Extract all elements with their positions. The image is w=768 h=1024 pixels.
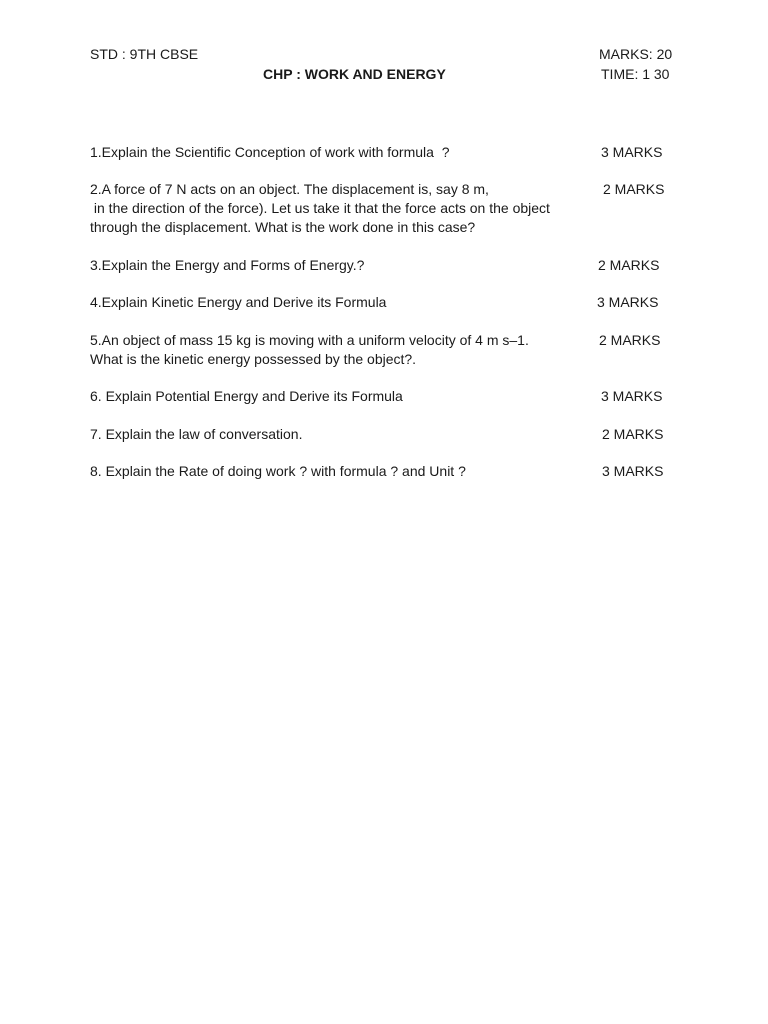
question-text: 2.A force of 7 N acts on an object. The displacement is, say 8 m, bbox=[90, 181, 489, 197]
total-marks-label: MARKS: 20 bbox=[599, 46, 673, 62]
question-marks: 3 MARKS bbox=[601, 144, 663, 160]
question-text: 8. Explain the Rate of doing work ? with formula ? and Unit ? bbox=[90, 463, 466, 479]
question-text: 6. Explain Potential Energy and Derive its Formula bbox=[90, 388, 403, 404]
time-label: TIME: 1 30 bbox=[601, 66, 670, 82]
question-marks: 3 MARKS bbox=[601, 388, 663, 404]
question-marks: 3 MARKS bbox=[597, 294, 659, 310]
question-text: 3.Explain the Energy and Forms of Energy.? bbox=[90, 257, 365, 273]
question-text: 1.Explain the Scientific Conception of work with formula ? bbox=[90, 144, 450, 160]
question-text: in the direction of the force). Let us take it that the force acts on the object bbox=[90, 200, 550, 216]
question-marks: 2 MARKS bbox=[602, 426, 664, 442]
chapter-title: CHP : WORK AND ENERGY bbox=[263, 66, 446, 82]
question-marks: 2 MARKS bbox=[599, 332, 661, 348]
standard-label: STD : 9TH CBSE bbox=[90, 46, 199, 62]
question-marks: 2 MARKS bbox=[603, 181, 665, 197]
question-text: 7. Explain the law of conversation. bbox=[90, 426, 303, 442]
question-marks: 2 MARKS bbox=[598, 257, 660, 273]
question-text: 5.An object of mass 15 kg is moving with a uniform velocity of 4 m s–1. bbox=[90, 332, 529, 348]
question-marks: 3 MARKS bbox=[602, 463, 664, 479]
question-text: What is the kinetic energy possessed by the object?. bbox=[90, 351, 417, 367]
question-text: 4.Explain Kinetic Energy and Derive its Formula bbox=[90, 294, 387, 310]
question-text: through the displacement. What is the work done in this case? bbox=[90, 219, 476, 235]
